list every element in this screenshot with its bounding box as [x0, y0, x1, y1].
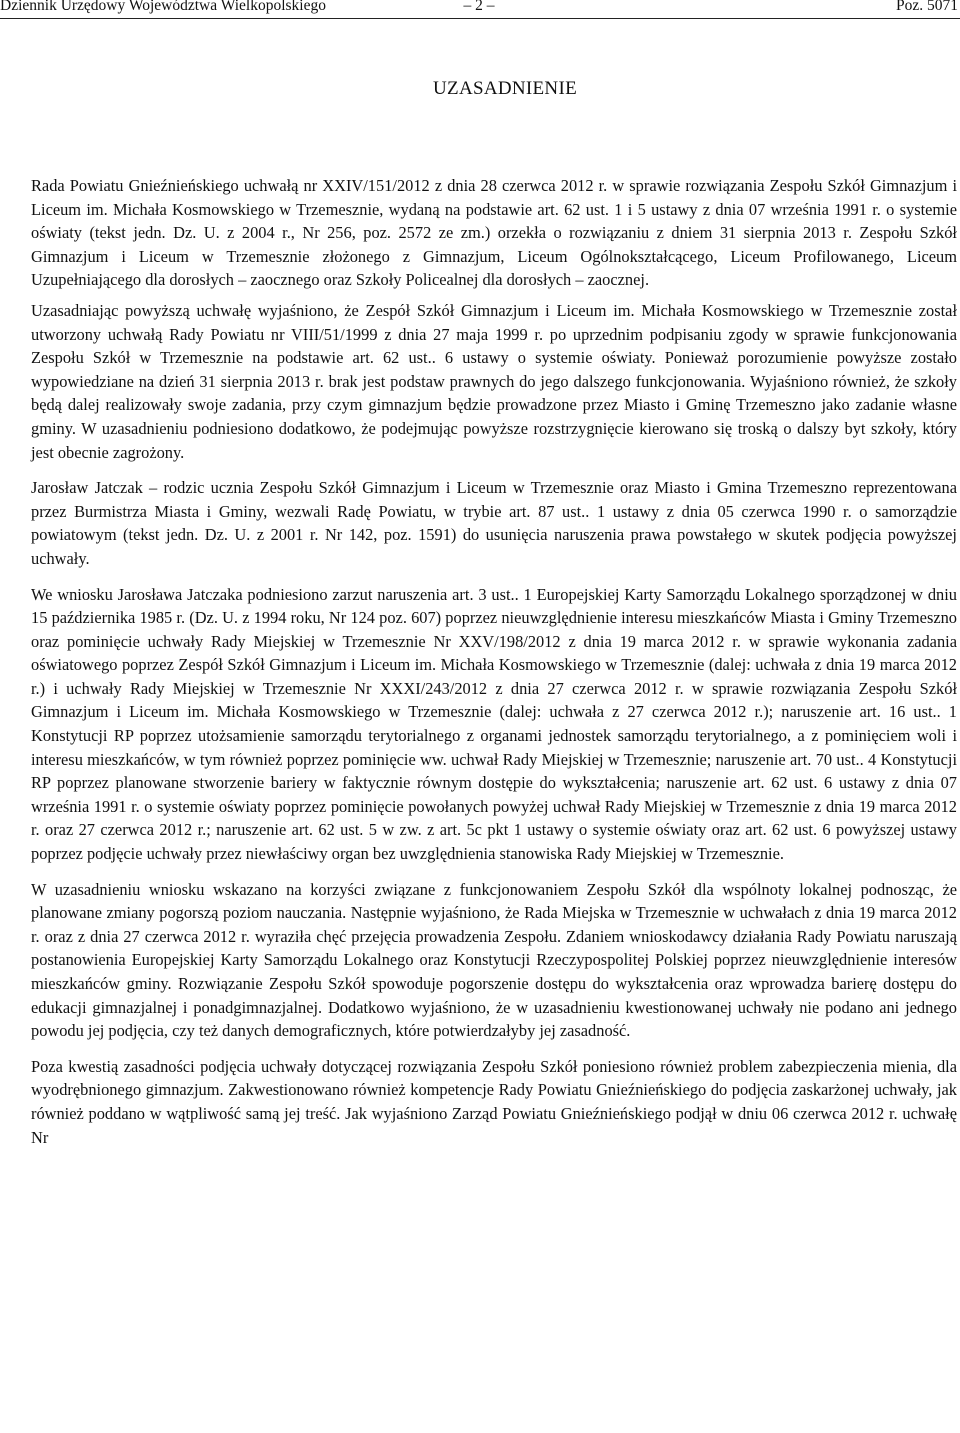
- paragraph: We wniosku Jarosława Jatczaka podniesiono zarzut naruszenia art. 3 ust.. 1 Europejskiej Karty Samorządu Lokalnego sporządzonej w dniu 15 października 1985 r. (Dz. U. z 1994 roku, Nr 124 poz. 607) poprzez nieuwzględnienie interesu mieszkańców Miasta i Gminy Trzemeszno oraz pominięcie uchwały Rady Miejskiej w Trzemesznie Nr XXV/198/2012 z dnia 19 marca 2012 r. w sprawie wykonania zadania oświatowego poprzez Zespół Szkół Gimnazjum i Liceum im. Michała Kosmowskiego w Trzemesznie (dalej: uchwała z dnia 19 marca 2012 r.) i uchwały Rady Miejskiej w Trzemesznie Nr XXXI/243/2012 z dnia 27 czerwca 2012 r. w sprawie rozwiązania Zespołu Szkół Gimnazjum i Liceum im. Michała Kosmowskiego w Trzemesznie (dalej: uchwała z 27 czerwca 2012 r.); naruszenie art. 16 ust.. 1 Konstytucji RP poprzez utożsamienie samorządu terytorialnego z organami jednostek samorządu terytorialnego, a z pominięciem woli i interesu mieszkańców, w tym również poprzez pominięcie ww. uchwał Rady Miejskiej w Trzemesznie; naruszenie art. 70 ust.. 4 Konstytucji RP poprzez planowane stworzenie bariery w faktycznie równym dostępie do wykształcenia; naruszenie art. 62 ust. 6 ustawy z dnia 07 września 1991 r. o systemie oświaty poprzez pominięcie powołanych powyżej uchwał Rady Miejskiej w Trzemesznie z dnia 19 marca 2012 r. oraz 27 czerwca 2012 r.; naruszenie art. 62 ust. 5 w zw. z art. 5c pkt 1 ustawy o systemie oświaty oraz art. 62 ust. 6 powyższej ustawy poprzez podjęcie uchwały przez niewłaściwy organ bez uwzględnienia stanowiska Rady Miejskiej w Trzemesznie.: [31, 584, 957, 864]
- position-number: Poz. 5071: [896, 0, 958, 14]
- document-title: UZASADNIENIE: [433, 78, 577, 99]
- paragraph: Jarosław Jatczak – rodzic ucznia Zespołu Szkół Gimnazjum i Liceum w Trzemesznie oraz Miasto i Gmina Trzemeszno reprezentowana przez Burmistrza Miasta i Gminy, wezwali Radę Powiatu, w trybie art. 87 ust.. 1 ustawy z dnia 05 czerwca 1990 r. o samorządzie powiatowym (tekst jedn. Dz. U. z 2001 r. Nr 142, poz. 1591) do usunięcia naruszenia prawa powstałego w skutek podjęcia powyższej uchwały.: [31, 478, 957, 568]
- page-number: – 2 –: [463, 0, 495, 14]
- page-header: [0, 0, 960, 20]
- journal-name: Dziennik Urzędowy Województwa Wielkopolskiego: [0, 0, 326, 14]
- paragraph: Uzasadniając powyższą uchwałę wyjaśniono, że Zespół Szkół Gimnazjum i Liceum im. Michała Kosmowskiego w Trzemesznie został utworzony uchwałą Rady Powiatu nr VIII/51/1999 z dnia 27 maja 1999 r. po uprzednim podpisaniu zgody w sprawie funkcjonowania Zespołu Szkół w Trzemesznie na podstawie art. 62 ust.. 6 ustawy o systemie oświaty. Ponieważ porozumienie powyższe zostało wypowiedziane na dzień 31 sierpnia 2013 r. brak jest podstaw prawnych do jego dalszego funkcjonowania. Wyjaśniono również, że szkoły będą dalej realizowały swoje zadania, przy czym gimnazjum będzie prowadzone przez Miasto i Gminę Trzemeszno jako zadanie własne gminy. W uzasadnieniu podniesiono dodatkowo, że podejmując powyższe rozstrzygnięcie kierowano się troską o dalszy byt szkoły, który jest obecnie zagrożony.: [31, 300, 957, 462]
- paragraph: Rada Powiatu Gnieźnieńskiego uchwałą nr XXIV/151/2012 z dnia 28 czerwca 2012 r. w sprawie rozwiązania Zespołu Szkół Gimnazjum i Liceum im. Michała Kosmowskiego w Trzemesznie, wydaną na podstawie art. 62 ust. 1 i 5 ustawy z dnia 07 września 1991 r. o systemie oświaty (tekst jedn. Dz. U. z 2004 r., Nr 256, poz. 2572 ze zm.) orzekła o rozwiązaniu z dniem 31 sierpnia 2013 r. Zespołu Szkół Gimnazjum i Liceum w Trzemesznie złożonego z Gimnazjum, Liceum Ogólnokształcącego, Liceum Profilowanego, Liceum Uzupełniającego dla dorosłych – zaocznego oraz Szkoły Policealnej dla dorosłych – zaocznej.: [31, 176, 957, 290]
- document-body: [31, 174, 957, 1161]
- paragraph: Poza kwestią zasadności podjęcia uchwały dotyczącej rozwiązania Zespołu Szkół poniesiono również problem zabezpieczenia mienia, dla wyodrębnionego gimnazjum. Zakwestionowano również kompetencje Rady Powiatu Gnieźnieńskiego do podjęcia zaskarżonej uchwały, jak również poddano w wątpliwość samą jej treść. Jak wyjaśniono Zarząd Powiatu Gnieźnieńskiego podjął w dniu 06 czerwca 2012 r. uchwałę Nr: [31, 1056, 957, 1147]
- header-rule: [0, 18, 960, 19]
- paragraph: W uzasadnieniu wniosku wskazano na korzyści związane z funkcjonowaniem Zespołu Szkół dla wspólnoty lokalnej podnosząc, że planowane zmiany pogorszą poziom nauczania. Następnie wyjaśniono, że Rada Miejska w Trzemesznie w uchwałach z dnia 19 marca 2012 r. oraz z dnia 27 czerwca 2012 r. wyraziła chęć przejęcia prowadzenia Zespołu. Zdaniem wnioskodawcy działania Rady Powiatu naruszają postanowienia Europejskiej Karty Samorządu Lokalnego oraz Konstytucji Rzeczypospolitej Polskiej poprzez nieuwzględnienie interesów mieszkańców gminy. Rozwiązanie Zespołu Szkół spowoduje pogorszenie dostępu do wykształcenia oraz wprowadza barierę dostępu do edukacji gimnazjalnej i ponadgimnazjalnej. Dodatkowo wyjaśniono, że w uzasadnieniu kwestionowanej uchwały nie podano ani jednego powodu jej podjęcia, czy też danych demograficznych, które potwierdzałyby jej zasadność.: [31, 879, 957, 1041]
